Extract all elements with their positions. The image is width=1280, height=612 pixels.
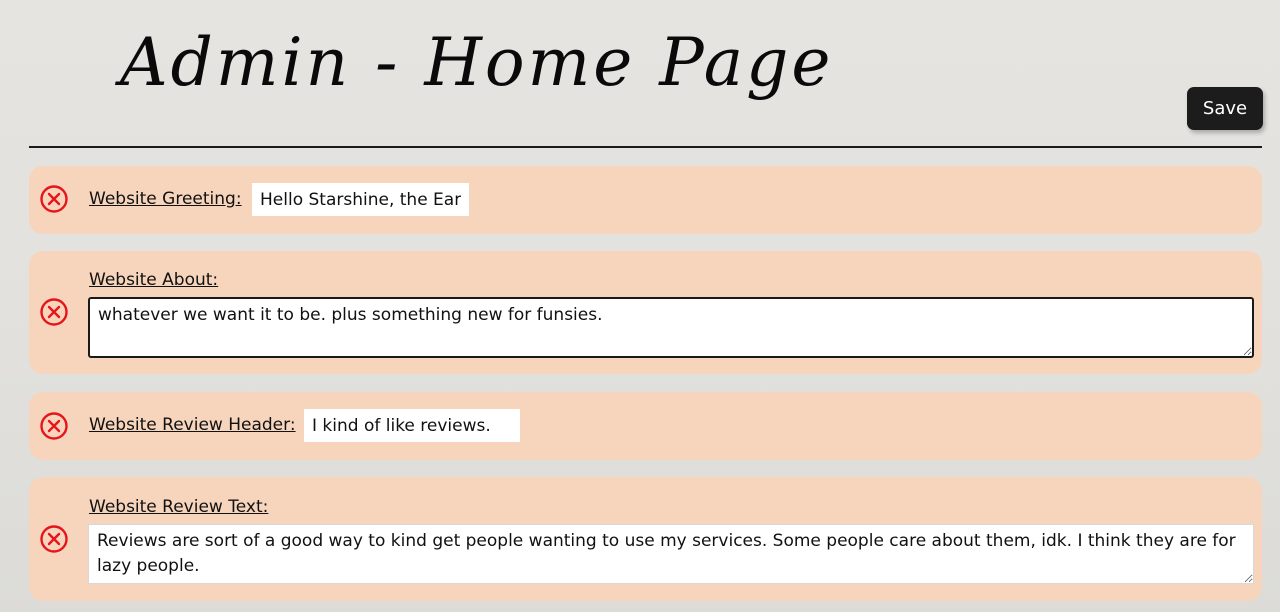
close-circle-icon bbox=[39, 524, 69, 554]
close-circle-icon bbox=[39, 411, 69, 441]
page-title: Admin - Home Page bbox=[120, 24, 834, 101]
about-label: Website About: bbox=[89, 270, 219, 290]
greeting-input[interactable] bbox=[252, 183, 469, 216]
review-header-card bbox=[29, 392, 1262, 460]
delete-review-text-button[interactable] bbox=[39, 524, 69, 554]
review-text-textarea[interactable] bbox=[88, 524, 1254, 584]
about-textarea[interactable] bbox=[88, 297, 1254, 358]
header-divider bbox=[29, 146, 1262, 148]
delete-greeting-button[interactable] bbox=[39, 184, 69, 214]
delete-review-header-button[interactable] bbox=[39, 411, 69, 441]
review-header-label: Website Review Header: bbox=[89, 415, 296, 435]
close-circle-icon bbox=[39, 184, 69, 214]
review-text-card bbox=[29, 477, 1262, 601]
greeting-card bbox=[29, 166, 1262, 234]
review-text-label: Website Review Text: bbox=[89, 497, 269, 517]
delete-about-button[interactable] bbox=[39, 297, 69, 327]
save-button[interactable]: Save bbox=[1187, 87, 1263, 130]
greeting-label: Website Greeting: bbox=[89, 189, 242, 209]
review-header-input[interactable] bbox=[304, 409, 520, 442]
close-circle-icon bbox=[39, 297, 69, 327]
about-card bbox=[29, 251, 1262, 374]
